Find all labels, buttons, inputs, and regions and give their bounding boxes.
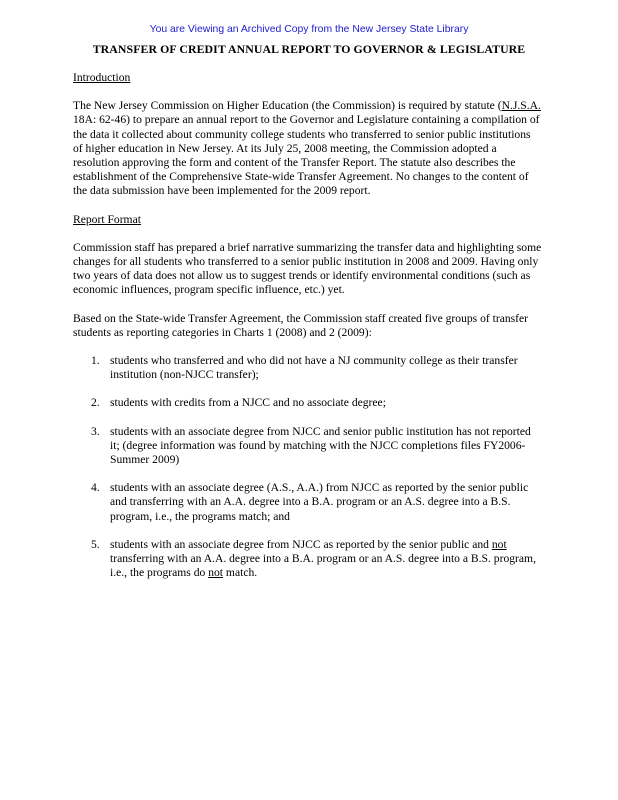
list-text: students who transferred and who did not have a NJ community college as their transfer institution (non-NJCC transfer); [110,354,518,382]
intro-heading: Introduction [73,71,131,84]
intro-text-a: The New Jersey Commission on Higher Education (the Commission) is required by statute ( [73,99,502,113]
format-paragraph-1: Commission staff has prepared a brief narrative summarizing the transfer data and highlighting some changes for all students who transferred to a senior public institution in 2008 and 2009. Having only two years of data does not allow us to suggest trends or identify environmental conditions (such as economic influences, program specific influence, etc.) yet. [73,240,542,297]
emphasis-not: not [208,566,224,580]
list-text: students with an associate degree (A.S., A.A.) from NJCC as reported by the senior public and transferring with an A.A. degree into a B.A. program or an A.S. degree into a B.S. program, i.e., the programs match; and [110,481,529,523]
intro-paragraph [73,99,543,198]
list-number: 4. [91,481,100,495]
category-list [73,354,543,580]
intro-text-b: 18A: 62-46) to prepare an annual report to the Governor and Legislature containing a compilation of the data it collected about community college students who transferred to senior public institutions of higher education in New Jersey. At its July 25, 2008 meeting, the Commission adopted a resolution approving the form and content of the Transfer Report. The statute also describes the establishment of the Comprehensive State-wide Transfer Agreement. No changes to the content of the data submission have been implemented for the 2009 report. [73,113,540,198]
list-number: 2. [91,396,100,410]
list-number: 3. [91,424,100,438]
list-text: students with an associate degree from NJCC and senior public institution has not reported it; (degree information was found by matching with the NJCC completions files FY2006-Summer 2009) [110,424,531,467]
list-item [73,396,543,410]
list-item [73,538,543,581]
list-item [73,481,543,524]
statute-reference: N.J.S.A. [501,99,541,113]
list-item [73,425,543,468]
list-text-b: transferring with an A.A. degree into a B.A. program or an A.S. degree into a B.S. program, i.e., the programs do [110,552,536,580]
document-body [73,71,543,594]
list-text-a: students with an associate degree from NJCC as reported by the senior public and [110,537,492,551]
emphasis-not: not [491,537,507,551]
list-number: 1. [91,354,100,368]
format-heading: Report Format [73,212,141,226]
list-text-c: match. [223,566,258,580]
archive-banner: You are Viewing an Archived Copy from the New Jersey State Library [149,24,469,35]
page-title: TRANSFER OF CREDIT ANNUAL REPORT TO GOVERNOR & LEGISLATURE [92,42,526,56]
list-text: students with credits from a NJCC and no associate degree; [110,396,386,410]
list-number: 5. [91,537,100,551]
list-item [73,354,543,382]
format-paragraph-2: Based on the State-wide Transfer Agreement, the Commission staff created five groups of transfer students as reporting categories in Charts 1 (2008) and 2 (2009): [73,311,529,339]
